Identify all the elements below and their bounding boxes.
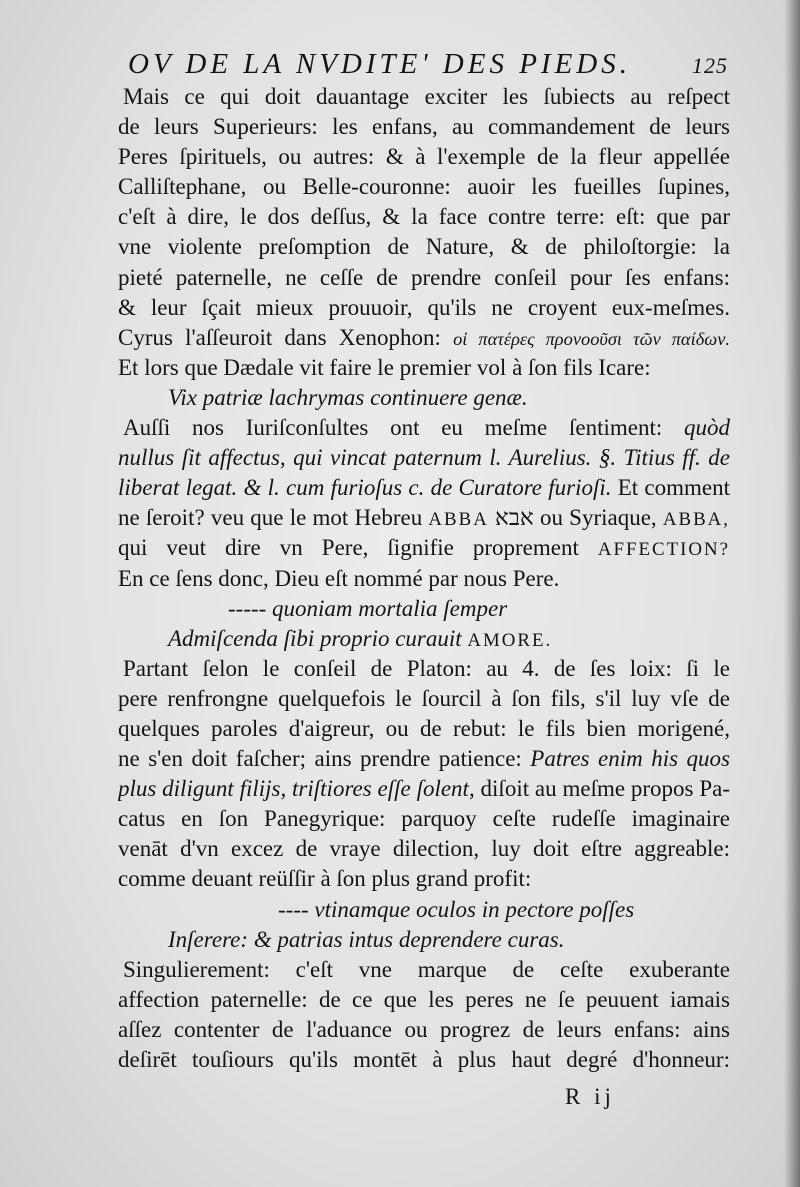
verse-line: Admiſcenda ſibi proprio curauit AMORE.	[168, 625, 553, 651]
text-line: pieté paternelle, ne ceſſe de prendre conſeil pour ſes enfans:	[118, 264, 730, 290]
page-number: 125	[692, 53, 728, 78]
text-line: aſſez contenter de l'aduance ou progrez de leurs enfans: ains	[118, 1016, 730, 1042]
text-line: ne ſeroit? veu que le mot Hebreu ABBA אבא ou Syriaque, ABBA,	[118, 505, 730, 531]
text-line: liberat legat. & l. cum furioſus c. de Curatore furioſi. Et comment	[118, 475, 730, 501]
text-line: Mais ce qui doit dauantage exciter les ſubiects au reſpect	[123, 84, 730, 109]
text-line: Calliſtephane, ou Belle-couronne: auoir les fueilles ſupines,	[118, 174, 730, 200]
signature-mark: R ij	[565, 1084, 615, 1109]
text-line: En ce ſens donc, Dieu eſt nommé par nous Pere.	[118, 565, 560, 591]
text-line: ne s'en doit faſcher; ains prendre patience: Patres enim his quos	[118, 746, 730, 772]
verse-line: Vix patriæ lachrymas continuere genæ.	[168, 384, 528, 410]
text-line: Singulierement: c'eſt vne marque de ceſte exuberante	[123, 956, 730, 982]
text-line: Partant ſelon le conſeil de Platon: au 4. de ſes loix: ſi le	[123, 655, 730, 681]
text-line: vne violente preſomption de Nature, & de philoſtorgie: la	[118, 234, 730, 260]
text-line: plus diligunt filijs, triſtiores eſſe ſolent, diſoit au meſme propos Pa-	[118, 776, 730, 802]
text-line: nullus ſit affectus, qui vincat paternum l. Aurelius. §. Titius ff. de	[118, 445, 730, 471]
text-line: Auſſi nos Iuriſconſultes ont eu meſme ſentiment: quòd	[123, 415, 730, 441]
text-line: de leurs Superieurs: les enfans, au commandement de leurs	[118, 114, 730, 140]
text-line: Peres ſpirituels, ou autres: & à l'exemple de la fleur appellée	[118, 144, 730, 170]
text-line: pere renfrongne quelquefois le ſourcil à ſon fils, s'il luy vſe de	[118, 685, 730, 711]
text-body	[118, 82, 730, 1075]
text-line: & leur ſçait mieux prouuoir, qu'ils ne croyent eux-meſmes.	[118, 294, 730, 320]
text-line: catus en ſon Panegyrique: parquoy ceſte rudeſſe imaginaire	[118, 806, 730, 832]
text-line: Et lors que Dædale vit faire le premier vol à ſon fils Icare:	[118, 354, 651, 380]
text-line: comme deuant reüſſir à ſon plus grand profit:	[118, 866, 532, 892]
greek-quote: οἱ πατέρες προνοοῦσι τῶν παίδων.	[453, 328, 730, 349]
text-line: affection paternelle: de ce que les peres ne ſe peuuent iamais	[118, 986, 730, 1012]
text-line: venāt d'vn excez de vraye dilection, luy doit eſtre aggreable:	[118, 836, 730, 862]
text-line: qui veut dire vn Pere, ſignifie proprement AFFECTION?	[118, 535, 730, 561]
verse-line: Inſerere: & patrias intus deprendere curas.	[168, 926, 565, 952]
text-line: deſirēt touſiours qu'ils montēt à plus haut degré d'honneur:	[118, 1047, 730, 1072]
text-line: c'eſt à dire, le dos deſſus, & la face contre terre: eſt: que par	[118, 204, 730, 230]
verse-line: ---- vtinamque oculos in pectore poſſes	[278, 896, 635, 922]
verse-line: ----- quoniam mortalia ſemper	[228, 595, 508, 621]
text-line: Cyrus l'aſſeuroit dans Xenophon: οἱ πατέρες προνοοῦσι τῶν παίδων.	[118, 324, 730, 350]
text-line: quelques paroles d'aigreur, ou de rebut: le fils bien morigené,	[118, 715, 730, 741]
running-title: OV DE LA NVDITE' DES PIEDS.	[128, 48, 631, 80]
running-header	[128, 48, 728, 84]
